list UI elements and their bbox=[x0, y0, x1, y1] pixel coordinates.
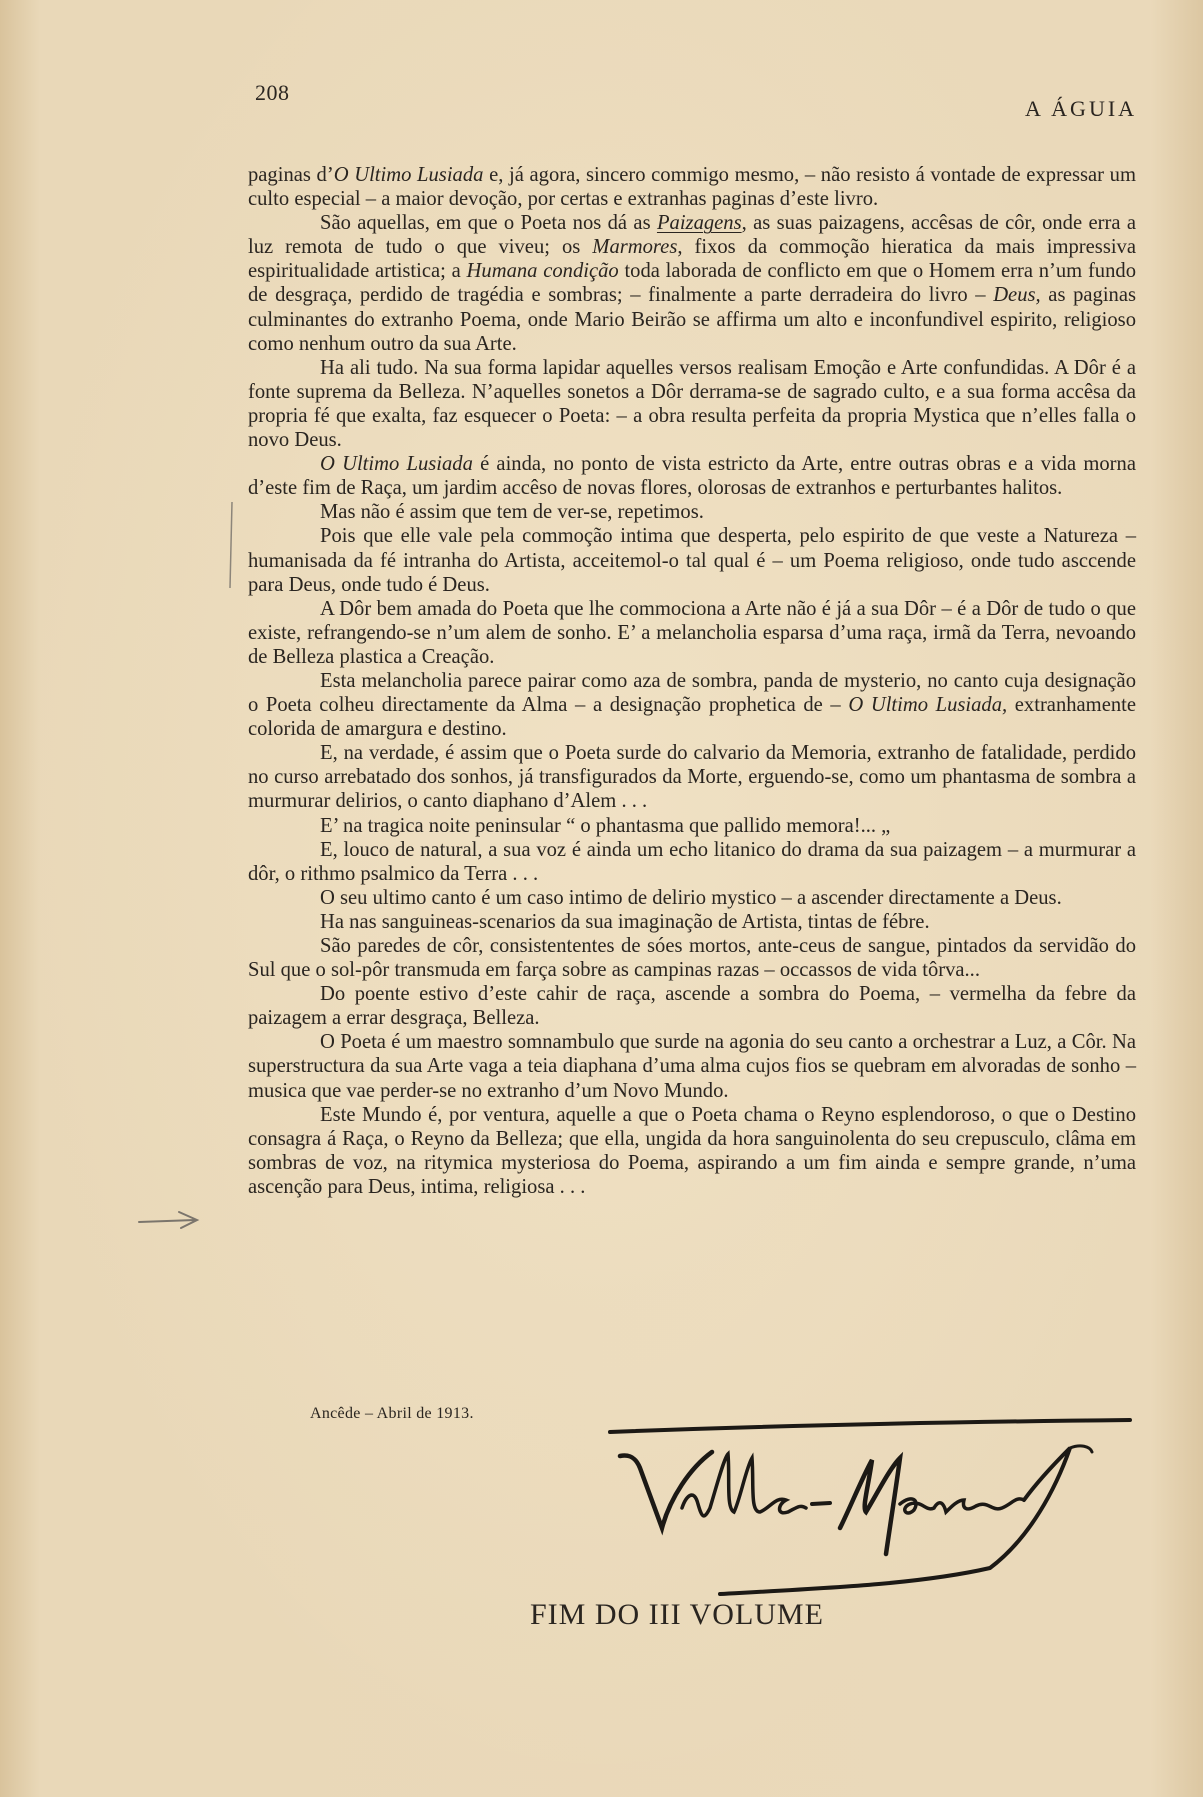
signature-stroke bbox=[620, 1452, 712, 1528]
book-title: O Ultimo Lusiada bbox=[333, 164, 484, 186]
signature-stroke bbox=[840, 1458, 900, 1554]
paragraph-17: Este Mundo é, por ventura, aquelle a que o Poeta chama o Reyno esplendoroso, o que o Destino consagra á Raça, o Reyno da Belleza; que ella, ungida da hora sanguinolenta do seu crepusculo, clâma em sombras de voz, na ritymica mysteriosa do Poema, aspirando a um fim ainda e sempre grande, n’uma ascenção para Deus, intima, religiosa . . . bbox=[248, 1103, 1136, 1198]
running-head: A ÁGUIA bbox=[1025, 96, 1138, 121]
paragraph-11: E, louco de natural, a sua voz é ainda um echo litanico do drama da sua paizagem – a murmurar a dôr, o rithmo psalmico da Terra . . . bbox=[248, 838, 1136, 885]
paragraph-5: Mas não é assim que tem de ver-se, repetimos. bbox=[320, 501, 704, 524]
paragraph-3: Ha ali tudo. Na sua forma lapidar aquelles versos realisam Emoção e Arte confundidas. A Dôr é a fonte suprema da Belleza. N’aquelles sonetos a Dôr derrama-se de sagrado culto, e a sua forma accêsa da propria fé que exalta, faz esquecer o Poeta: – a obra resulta perfeita da propria Mystica que n’elles falla o novo Deus. bbox=[248, 356, 1136, 452]
section-title-deus: Deus, bbox=[993, 284, 1041, 307]
page-number: 208 bbox=[255, 80, 290, 105]
paragraph-2 bbox=[248, 211, 1136, 356]
paragraph-9: E, na verdade, é assim que o Poeta surde do calvario da Memoria, extranho de fatalidade, perdido no curso arrebatado dos sonhos, já transfigurados da Morte, erguendo-se, como um phantasma de sombra a murmurar delirios, o canto diaphano d’Alem . . . bbox=[248, 742, 1136, 813]
volume-end-title: FIM DO III VOLUME bbox=[530, 1598, 824, 1631]
paragraph-7: A Dôr bem amada do Poeta que lhe commociona a Arte não é já a sua Dôr – é a Dôr de tudo o que existe, refrangendo-se n’um alem de sonho. E’ a melancholia esparsa d’uma raça, irmã da Terra, nevoando de Belleza plastica a Creação. bbox=[248, 597, 1136, 668]
text-run: as paginas culminantes do extranho Poema, onde Mario Beirão se affirma um alto e inconfundivel espirito, religioso como nenhum outro da sua Arte. bbox=[248, 284, 1137, 355]
text-run: extranhamente colorida de amargura e destino. bbox=[248, 694, 1136, 741]
dateline: Ancêde – Abril de 1913. bbox=[310, 1405, 474, 1422]
signature-image bbox=[600, 1408, 1140, 1618]
article-body bbox=[248, 163, 1136, 1199]
text-run: é ainda, no ponto de vista estricto da Arte, entre outras obras e a vida morna d’este fim de Raça, um jardim accêso de novas flores, olorosas de extranhos e perturbantes halitos. bbox=[248, 453, 1136, 500]
text-run: São aquellas, em que o Poeta nos dá as bbox=[320, 212, 657, 235]
text-run: , fixos da commoção hieratica da mais impressiva espiritualidade artistica; a bbox=[248, 236, 1136, 283]
signature-stroke bbox=[812, 1503, 830, 1504]
text-run: paginas d’ bbox=[248, 164, 334, 186]
section-title-paizagens: Paizagens bbox=[656, 212, 742, 235]
section-title-humana-condicao: Humana condição bbox=[466, 260, 619, 283]
paragraph-6: Pois que elle vale pela commoção intima que desperta, pelo espirito de que veste a Natureza – humanisada da fé intranha do Artista, acceitemol-o tal qual é – um Poema religioso, onde tudo asccende para Deus, onde tudo é Deus. bbox=[248, 525, 1136, 596]
section-title-marmores: Marmores bbox=[592, 236, 678, 259]
book-title: O Ultimo Lusiada, bbox=[848, 694, 1008, 717]
signature-flourish bbox=[720, 1448, 1070, 1594]
paragraph-14: São paredes de côr, consistententes de sóes mortos, ante-ceus de sangue, pintados da servidão do Sul que o sol-pôr transmuda em farça sobre as campinas razas – occassos de vida tôrva... bbox=[248, 935, 1136, 982]
paragraph-16: O Poeta é um maestro somnambulo que surde na agonia do seu canto a orchestrar a Luz, a Côr. Na superstructura da sua Arte vaga a teia diaphana d’uma alma cujos fios se quebram em alvoradas de sonho – musica que vae perder-se no extranho d’um Novo Mundo. bbox=[248, 1031, 1136, 1102]
signature-flourish bbox=[1070, 1446, 1092, 1452]
text-run: toda laborada de conflicto em que o Homem erra n’um fundo de desgraça, perdido de tragédia e sombras; – finalmente a parte derradeira do livro – bbox=[248, 260, 1136, 307]
paragraph-13: Ha nas sanguineas-scenarios da sua imaginação de Artista, tintas de fébre. bbox=[320, 910, 930, 933]
pencil-arrow-mark bbox=[135, 1200, 255, 1240]
text-run: e, já agora, sincero commigo mesmo, – não resisto á vontade de expressar um culto especial – a maior devoção, por certas e extranhas paginas d’este livro. bbox=[248, 164, 1136, 211]
text-run: , as suas paizagens, accêsas de côr, onde erra a luz remota de tudo o que viveu; os bbox=[248, 212, 1136, 259]
paragraph-8 bbox=[248, 669, 1136, 741]
signature-stroke bbox=[900, 1499, 1024, 1513]
book-title: O Ultimo Lusiada bbox=[320, 453, 473, 476]
signature-top-stroke bbox=[610, 1420, 1130, 1432]
paragraph-15: Do poente estivo d’este cahir de raça, ascende a sombra do Poema, – vermelha da febre da paizagem a errar desgraça, Belleza. bbox=[248, 983, 1136, 1030]
text-run: Esta melancholia parece pairar como aza de sombra, panda de mysterio, no canto cuja designação o Poeta colheu directamente da Alma – a designação prophetica de – bbox=[248, 669, 1136, 717]
paragraph-1 bbox=[248, 163, 1136, 211]
paragraph-12: O seu ultimo canto é um caso intimo de delirio mystico – a ascender directamente a Deus. bbox=[320, 886, 1062, 909]
paragraph-4 bbox=[248, 452, 1136, 500]
margin-pencil-line bbox=[222, 500, 242, 590]
paragraph-10: E’ na tragica noite peninsular “ o phantasma que pallido memora!... „ bbox=[320, 814, 891, 837]
